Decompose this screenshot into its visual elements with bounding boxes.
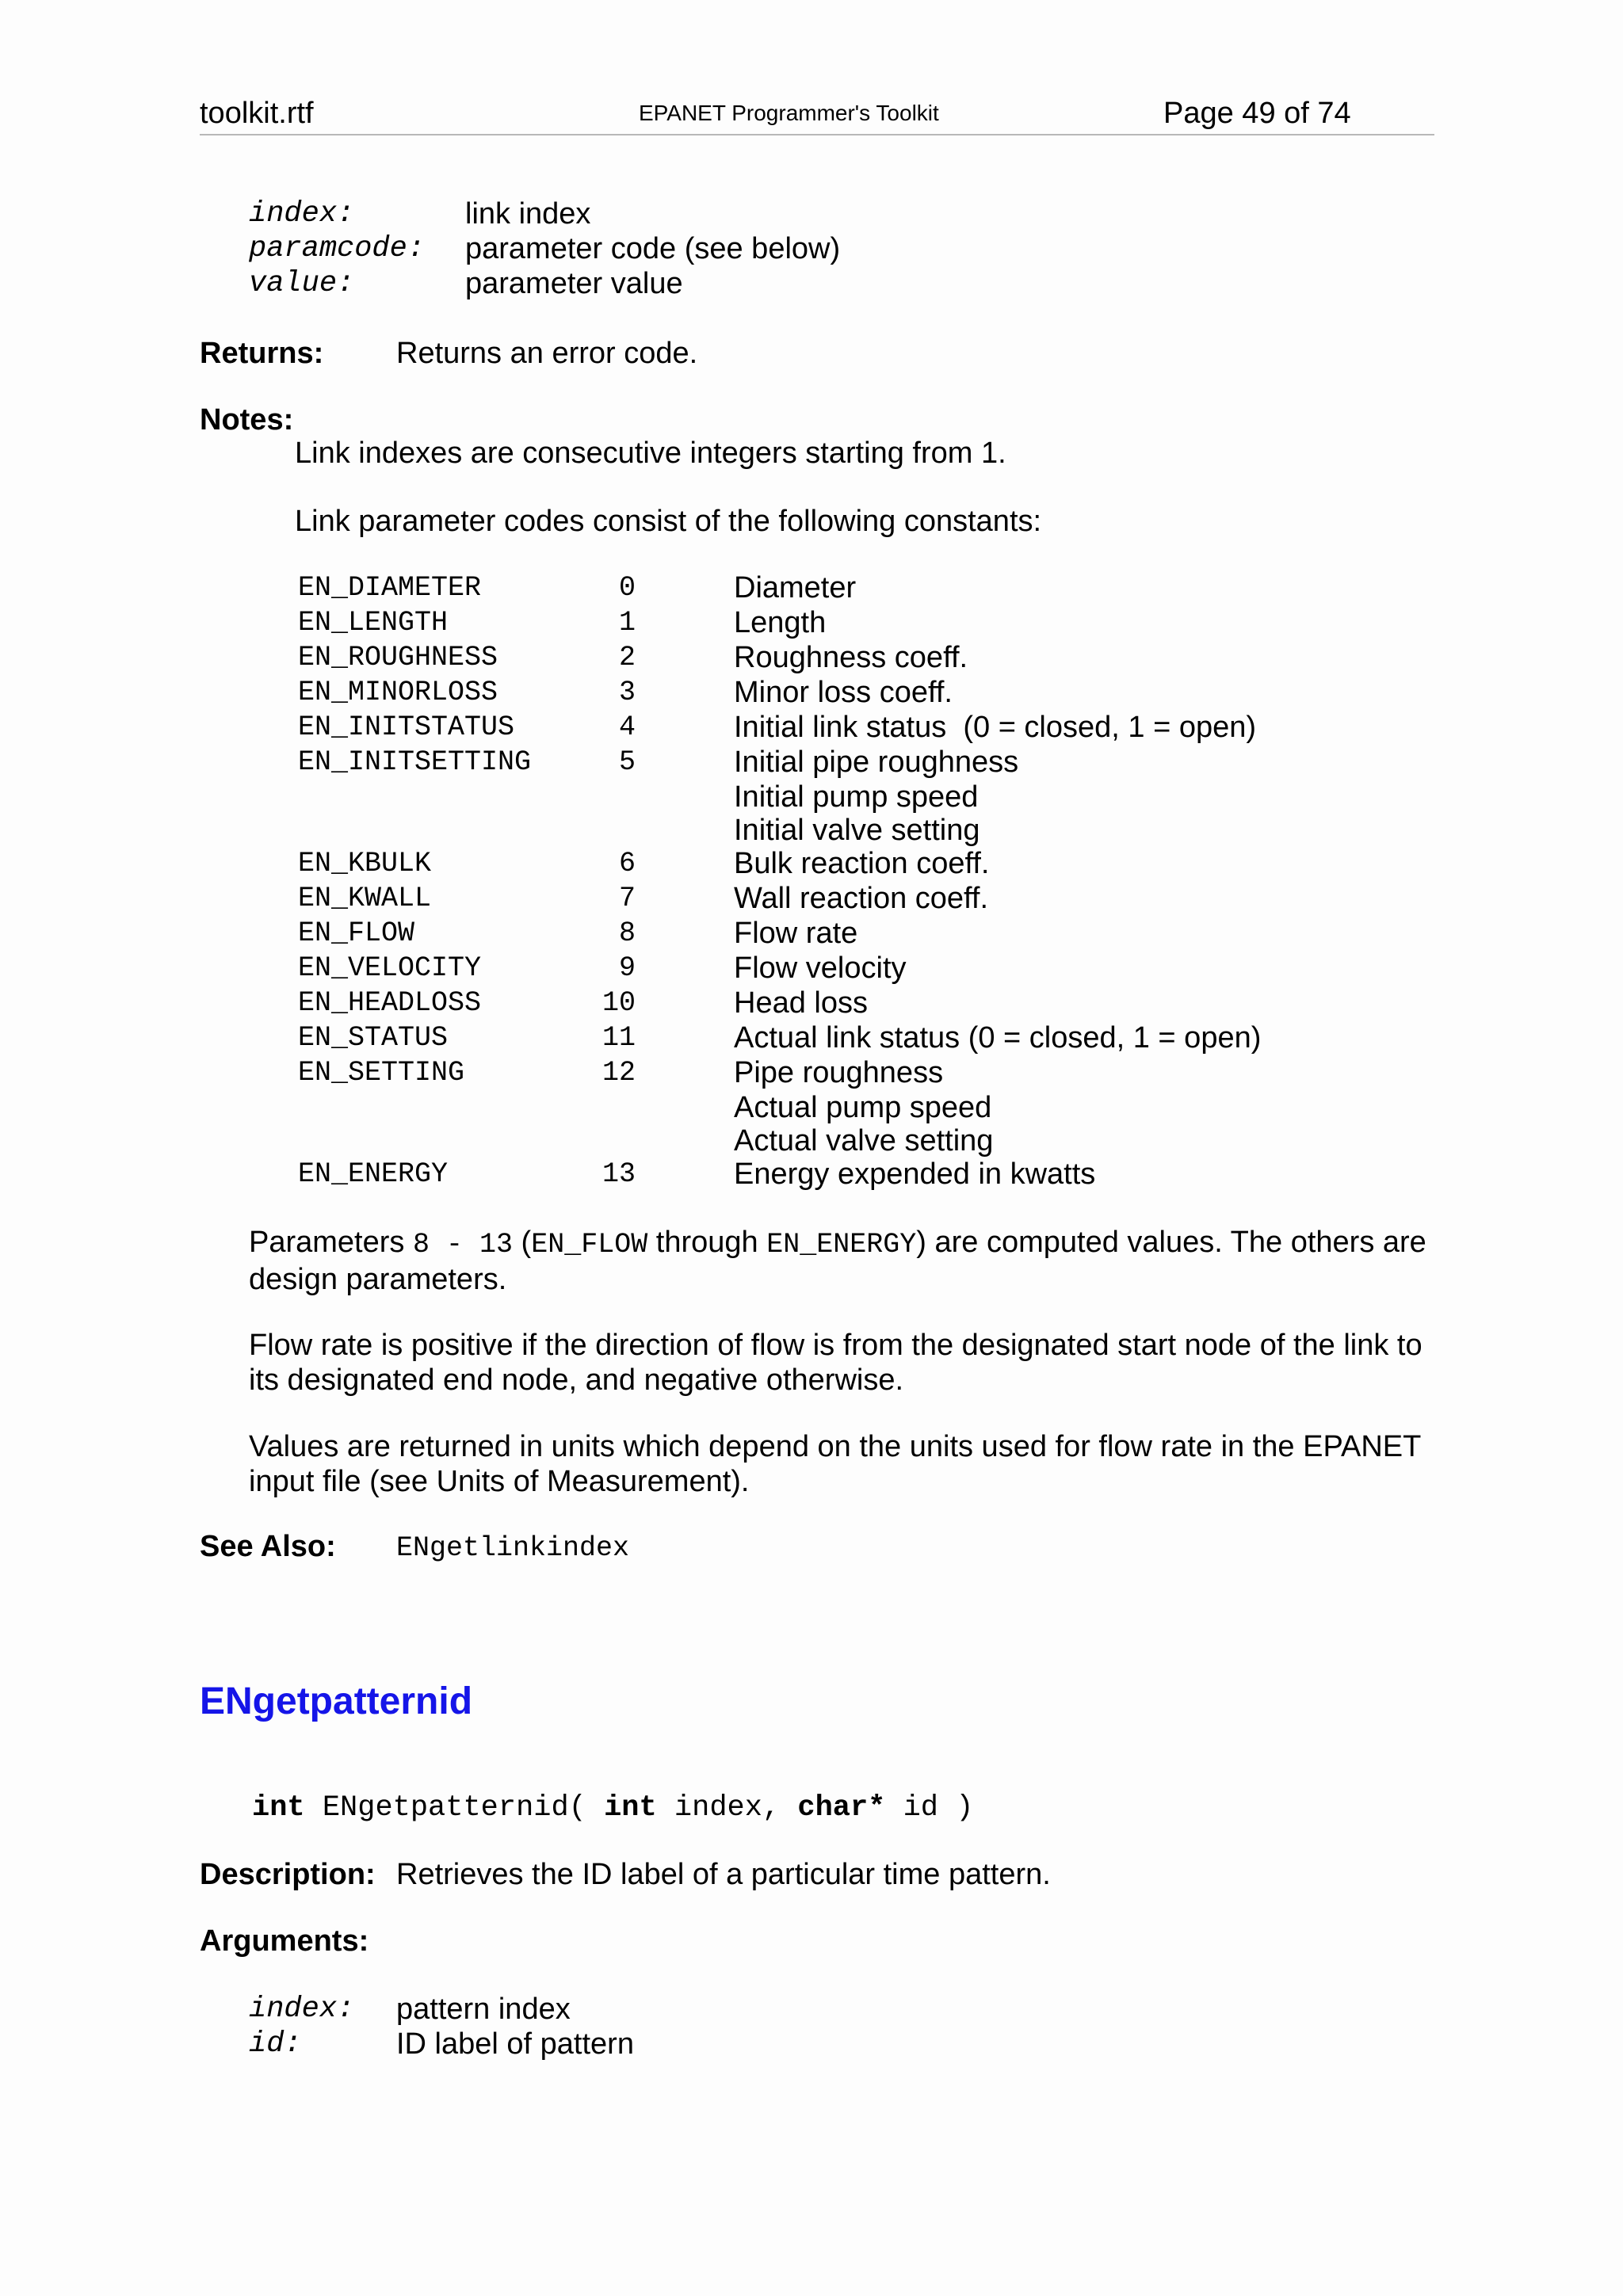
description-label: Description: [200, 1858, 376, 1891]
param-name: EN_HEADLOSS [298, 987, 482, 1019]
param-name: EN_MINORLOSS [298, 677, 498, 708]
param-desc: Actual valve setting [734, 1124, 994, 1158]
header-doc-title: EPANET Programmer's Toolkit [639, 101, 939, 125]
param-desc: Wall reaction coeff. [734, 882, 989, 915]
param-code: 9 [618, 952, 636, 984]
arguments-label: Arguments: [200, 1924, 369, 1958]
param-desc: Pipe roughness [734, 1056, 944, 1089]
param-desc: Flow velocity [734, 952, 907, 985]
description-text: Retrieves the ID label of a particular time pattern. [396, 1858, 1051, 1891]
arg-desc-paramcode: parameter code (see below) [465, 232, 841, 265]
param-code: 3 [618, 677, 636, 708]
sig-keyword: int [604, 1791, 657, 1825]
param-name: EN_KWALL [298, 883, 432, 914]
param-desc: Energy expended in kwatts [734, 1158, 1096, 1191]
param-code: 0 [618, 572, 636, 604]
see-also-label: See Also: [200, 1530, 336, 1563]
sig-text: id ) [885, 1791, 974, 1825]
param-desc: Initial pump speed [734, 780, 979, 814]
param-desc: Initial valve setting [734, 814, 980, 847]
param-name: EN_KBULK [298, 848, 432, 879]
arg-desc-pattern-index: pattern index [396, 1993, 571, 2026]
inline-code: EN_ENERGY [766, 1229, 917, 1261]
notes-label: Notes: [200, 403, 294, 437]
header-page-number: Page 49 of 74 [1163, 97, 1351, 130]
notes-line-2: Link parameter codes consist of the following constants: [295, 505, 1042, 538]
returns-text: Returns an error code. [396, 337, 698, 370]
arg-name-value: value: [249, 267, 355, 300]
param-desc: Diameter [734, 571, 857, 605]
param-desc: Head loss [734, 986, 868, 1020]
param-name: EN_DIAMETER [298, 572, 482, 604]
sig-keyword: int [252, 1791, 305, 1825]
param-code: 2 [618, 642, 636, 673]
para-text: through [647, 1226, 767, 1259]
param-code: 8 [618, 917, 636, 949]
para-text: ) are computed values. The others are design parameters. [249, 1226, 1426, 1296]
param-code: 5 [618, 746, 636, 778]
param-name: EN_FLOW [298, 917, 415, 949]
param-name: EN_INITSTATUS [298, 711, 515, 743]
arg-desc-id: ID label of pattern [396, 2027, 634, 2061]
param-code: 10 [601, 987, 636, 1019]
arg-name-pattern-index: index: [249, 1993, 355, 2026]
param-code: 12 [601, 1057, 636, 1089]
param-code: 11 [601, 1022, 636, 1054]
inline-code: EN_FLOW [531, 1229, 648, 1261]
param-code: 1 [618, 607, 636, 639]
inline-code: 8 - 13 [412, 1229, 513, 1261]
param-desc: Initial pipe roughness [734, 746, 1019, 779]
param-code: 13 [601, 1158, 636, 1190]
param-desc: Actual pump speed [734, 1091, 992, 1124]
param-desc: Length [734, 606, 827, 639]
flow-rate-paragraph: Flow rate is positive if the direction of flow is from the designated start node of the link to its designated end node, and negative otherwise. [249, 1329, 1423, 1397]
param-code: 7 [618, 883, 636, 914]
param-name: EN_STATUS [298, 1022, 449, 1054]
sig-text: index, [656, 1791, 798, 1825]
arg-desc-index: link index [465, 197, 591, 231]
sig-keyword: char* [797, 1791, 886, 1825]
para-text: ( [513, 1226, 532, 1259]
arg-desc-value: parameter value [465, 267, 683, 300]
units-paragraph: Values are returned in units which depend on the units used for flow rate in the EPANET input file (see Units of Measurement). [249, 1430, 1421, 1498]
returns-label: Returns: [200, 337, 324, 370]
sig-text: ENgetpatternid( [304, 1791, 605, 1825]
param-name: EN_SETTING [298, 1057, 465, 1089]
param-name: EN_ENERGY [298, 1158, 449, 1190]
param-code: 6 [618, 848, 636, 879]
computed-values-paragraph [249, 1225, 1438, 1297]
param-desc: Minor loss coeff. [734, 676, 953, 709]
header-filename: toolkit.rtf [200, 97, 314, 130]
arg-name-paramcode: paramcode: [249, 232, 426, 265]
see-also-link[interactable]: ENgetlinkindex [396, 1532, 630, 1564]
param-name: EN_ROUGHNESS [298, 642, 498, 673]
param-desc: Initial link status (0 = closed, 1 = open) [734, 711, 1257, 744]
arg-name-id: id: [249, 2027, 302, 2061]
param-desc: Roughness coeff. [734, 641, 968, 674]
param-name: EN_INITSETTING [298, 746, 532, 778]
function-signature [252, 1791, 973, 1825]
param-name: EN_LENGTH [298, 607, 449, 639]
param-desc: Flow rate [734, 917, 858, 950]
arg-name-index: index: [249, 197, 355, 231]
section-title: ENgetpatternid [200, 1680, 473, 1722]
para-text: Parameters [249, 1226, 413, 1259]
param-desc: Bulk reaction coeff. [734, 847, 990, 880]
header-rule [200, 134, 1434, 135]
param-code: 4 [618, 711, 636, 743]
page-header [200, 93, 1434, 133]
notes-line-1: Link indexes are consecutive integers starting from 1. [295, 437, 1006, 470]
param-name: EN_VELOCITY [298, 952, 482, 984]
param-desc: Actual link status (0 = closed, 1 = open) [734, 1021, 1262, 1055]
